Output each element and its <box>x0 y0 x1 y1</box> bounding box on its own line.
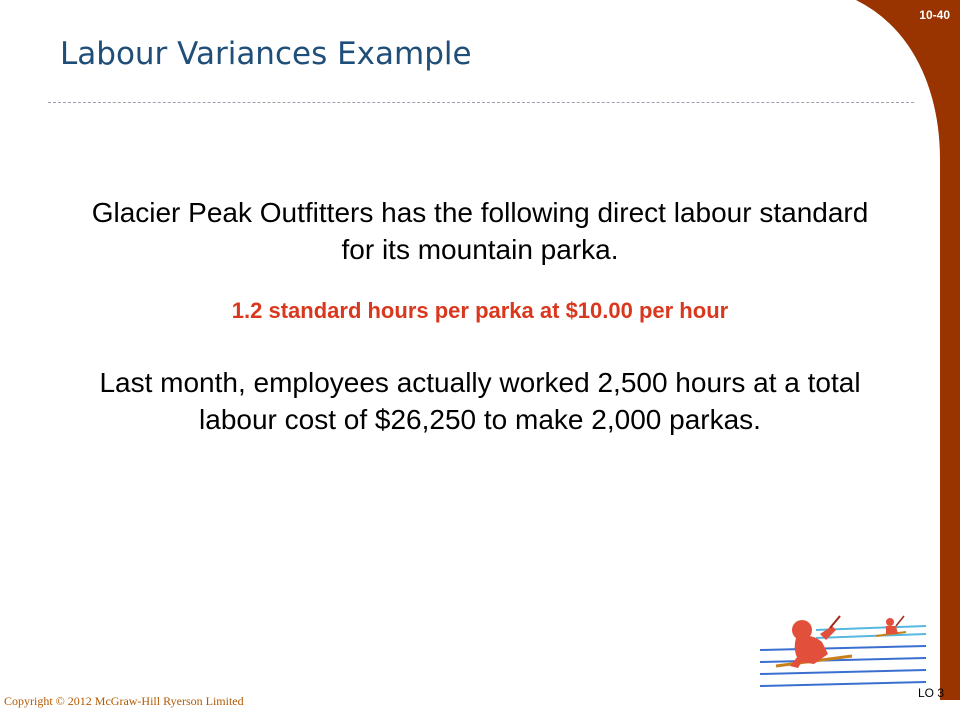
intro-paragraph: Glacier Peak Outfitters has the following direct labour standard for its mountain parka. <box>91 197 869 265</box>
actual-results-paragraph: Last month, employees actually worked 2,500 hours at a total labour cost of $26,250 to make 2,000 parkas. <box>99 367 861 435</box>
slide-title: Labour Variances Example <box>60 36 472 72</box>
copyright-notice: Copyright © 2012 McGraw-Hill Ryerson Limited <box>4 694 244 708</box>
skier-clipart-icon <box>756 612 928 692</box>
labour-standard: 1.2 standard hours per parka at $10.00 per hour <box>231 298 729 323</box>
title-divider <box>48 102 914 103</box>
learning-objective-label: LO 3 <box>917 686 944 700</box>
slide-number: 10-40 <box>919 8 950 22</box>
